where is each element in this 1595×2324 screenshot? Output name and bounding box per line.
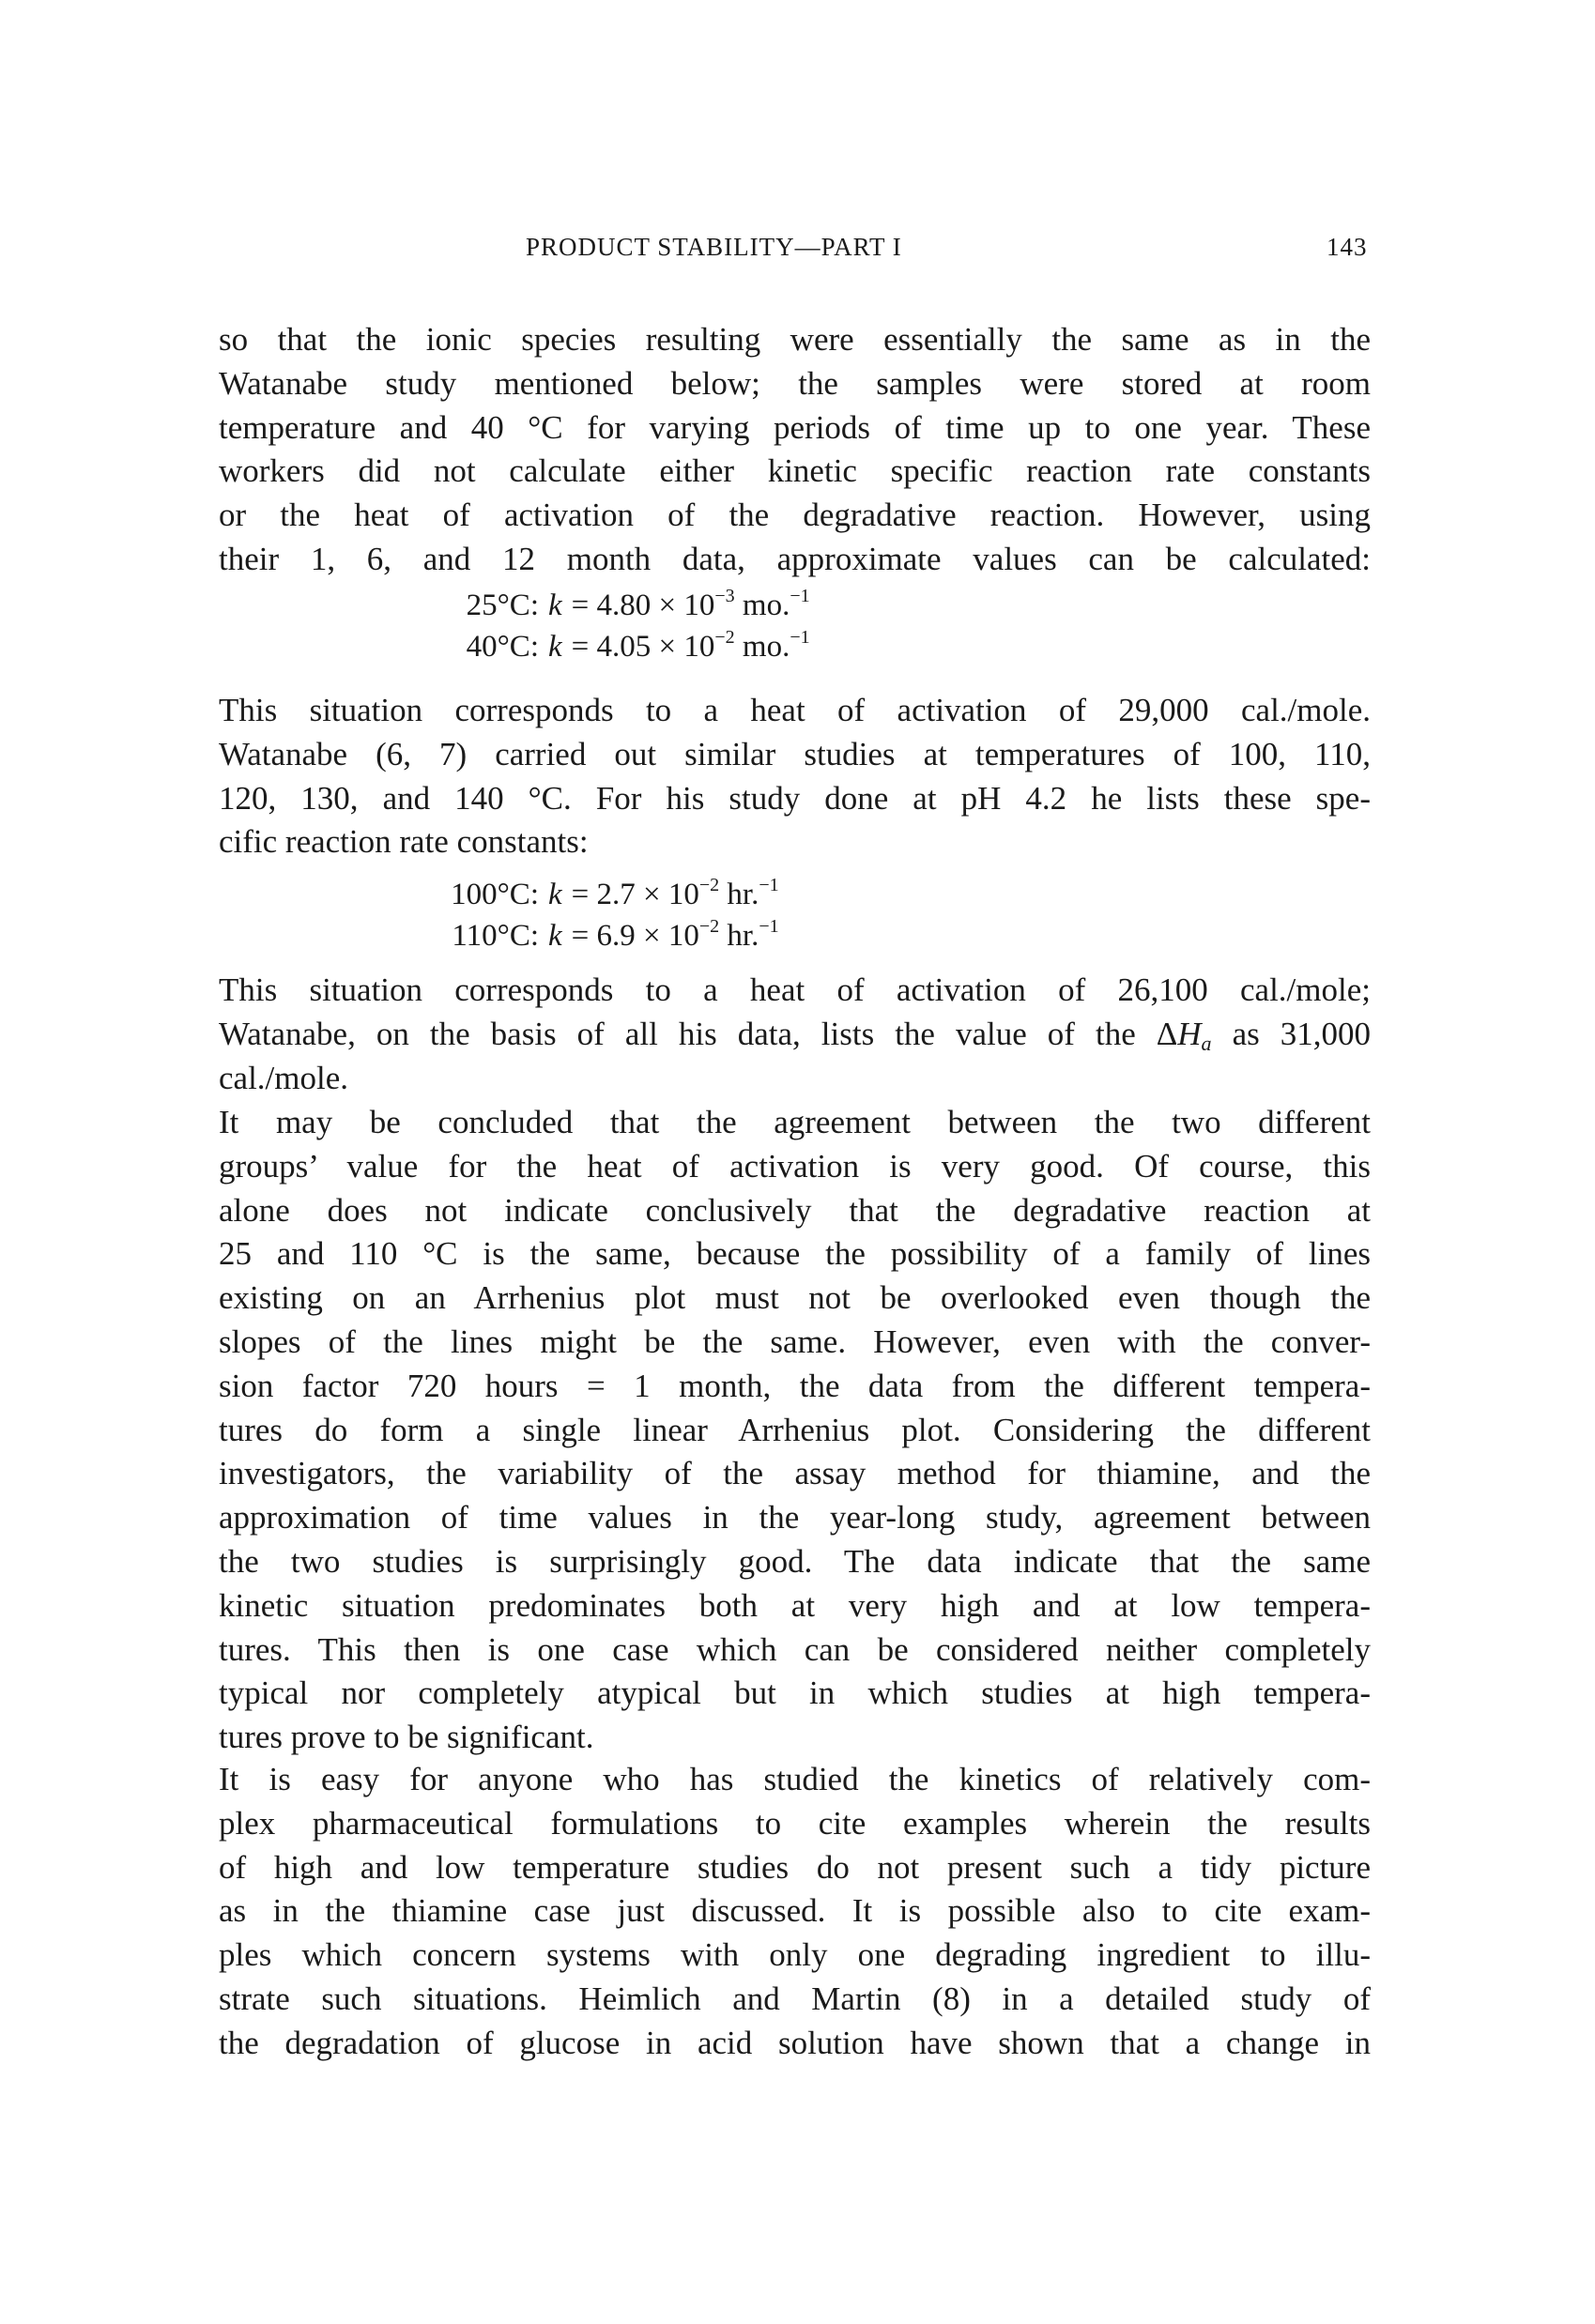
enthalpy-subscript: a (1201, 1031, 1212, 1055)
text-line: cific reaction rate constants: (219, 823, 589, 861)
text-line: It may be concluded that the agreement between the two different (219, 1104, 1371, 1140)
text-line: This situation corresponds to a heat of activation of 29,000 cal./mole. (219, 692, 1371, 728)
text-line: 120, 130, and 140 °C. For his study done at pH 4.2 he lists these spe- (219, 779, 1371, 817)
text-line: the two studies is surprisingly good. The data indicate that the same (219, 1542, 1371, 1580)
temperature: 100°C: (451, 878, 539, 911)
rate-constant-symbol: k (548, 919, 562, 953)
exponent: −2 (714, 627, 735, 648)
text-line: alone does not indicate conclusively that the degradative reaction at (219, 1191, 1371, 1229)
text-line: so that the ionic species resulting were essentially the same as in the (219, 321, 1371, 358)
rate-value: = 2.7 × 10 (571, 878, 699, 911)
paragraph-3 (219, 969, 1371, 1100)
paragraph-4 (219, 1101, 1371, 1760)
text-line: tures prove to be significant. (219, 1719, 594, 1756)
text-line: tures do form a single linear Arrhenius plot. Considering the different (219, 1411, 1371, 1448)
text-line: tures. This then is one case which can be considered neither completely (219, 1630, 1371, 1668)
text-line: existing on an Arrhenius plot must not be overlooked even though the (219, 1279, 1371, 1317)
rate-constant-symbol: k (548, 630, 562, 664)
text-line: cal./mole. (219, 1059, 349, 1096)
running-header: PRODUCT STABILITY—PART I (526, 233, 902, 261)
unit-exponent: −1 (790, 627, 810, 648)
text-line: groups’ value for the heat of activation is very good. Of course, this (219, 1147, 1371, 1185)
text-line: strate such situations. Heimlich and Martin (8) in a detailed study of (219, 1980, 1371, 2017)
paragraph-1 (219, 318, 1371, 582)
equation (441, 874, 779, 915)
text-line: workers did not calculate either kinetic specific reaction rate constants (219, 452, 1371, 490)
rate-value: = 6.9 × 10 (571, 919, 699, 953)
text-line: investigators, the variability of the assay method for thiamine, and the (219, 1455, 1371, 1492)
unit-exponent: −1 (759, 916, 779, 937)
unit-exponent: −1 (790, 586, 810, 606)
equation (441, 585, 810, 626)
paragraph-2 (219, 689, 1371, 864)
paragraph-5 (219, 1758, 1371, 2066)
text-line: kinetic situation predominates both at very high and at low tempera- (219, 1586, 1371, 1624)
text-line: It is easy for anyone who has studied the kinetics of relatively com- (219, 1761, 1371, 1797)
text-line: plex pharmaceutical formulations to cite examples wherein the results (219, 1804, 1371, 1842)
equation (441, 915, 779, 956)
unit: hr. (719, 878, 759, 911)
exponent: −3 (714, 586, 735, 606)
text-span: as 31,000 (1211, 1015, 1371, 1052)
unit: mo. (734, 630, 790, 664)
text-line: as in the thiamine case just discussed. It is possible also to cite exam- (219, 1892, 1371, 1930)
text-line: Watanabe (6, 7) carried out similar studies at temperatures of 100, 110, (219, 735, 1371, 772)
text-line: approximation of time values in the year-long study, agreement between (219, 1499, 1371, 1537)
text-line: ples which concern systems with only one degrading ingredient to illu- (219, 1936, 1371, 1974)
rate-value: = 4.80 × 10 (571, 589, 715, 622)
temperature: 25°C: (466, 589, 539, 622)
exponent: −2 (698, 875, 720, 895)
text-line: 25 and 110 °C is the same, because the possibility of a family of lines (219, 1235, 1371, 1273)
temperature: 40°C: (466, 630, 539, 664)
text-line: sion factor 720 hours = 1 month, the data from the different tempera- (219, 1367, 1371, 1404)
temperature: 110°C: (452, 919, 539, 953)
rate-value: = 4.05 × 10 (571, 630, 715, 664)
text-line (219, 1013, 1371, 1057)
unit: hr. (719, 919, 759, 953)
rate-constant-symbol: k (548, 589, 562, 622)
equation (441, 626, 810, 667)
text-line: their 1, 6, and 12 month data, approximate values can be calculated: (219, 540, 1371, 577)
text-span: Watanabe, on the basis of all his data, lists the value of the Δ (219, 1015, 1178, 1052)
text-line: the degradation of glucose in acid solution have shown that a change in (219, 2024, 1371, 2061)
text-line: typical nor completely atypical but in which studies at high tempera- (219, 1674, 1371, 1712)
text-line: Watanabe study mentioned below; the samples were stored at room (219, 364, 1371, 402)
page-number: 143 (1327, 233, 1368, 261)
text-line: or the heat of activation of the degradative reaction. However, using (219, 497, 1371, 534)
unit-exponent: −1 (759, 875, 779, 895)
text-line: slopes of the lines might be the same. However, even with the conver- (219, 1323, 1371, 1360)
text-line: temperature and 40 °C for varying periods of time up to one year. These (219, 408, 1371, 446)
text-line: of high and low temperature studies do not present such a tidy picture (219, 1848, 1371, 1886)
enthalpy-symbol: H (1177, 1015, 1202, 1052)
unit: mo. (734, 589, 790, 622)
rate-constant-symbol: k (548, 878, 562, 911)
text-line: This situation corresponds to a heat of activation of 26,100 cal./mole; (219, 971, 1371, 1008)
exponent: −2 (698, 916, 720, 937)
